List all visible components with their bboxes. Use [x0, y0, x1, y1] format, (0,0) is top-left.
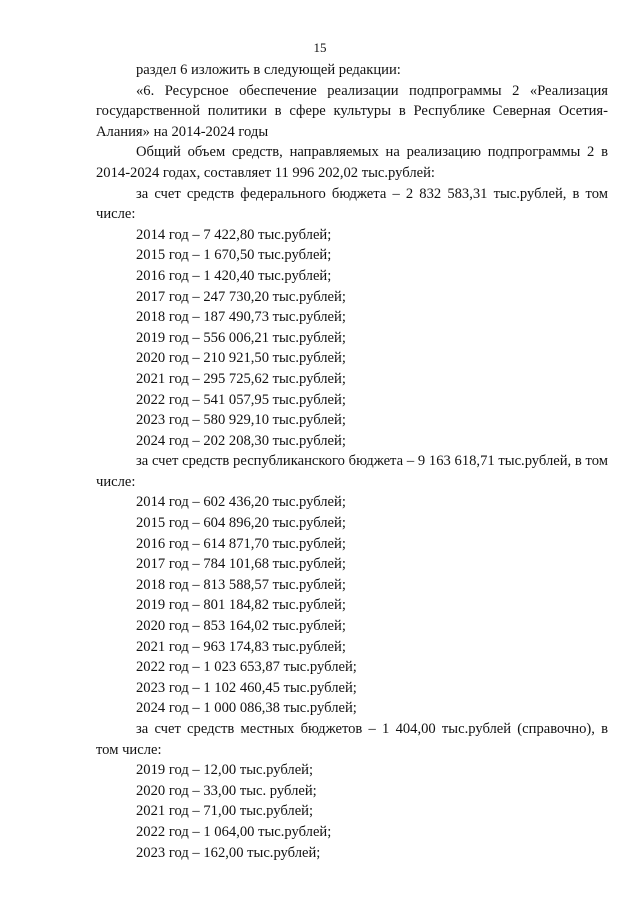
federal-year-item: 2019 год – 556 006,21 тыс.рублей;	[136, 329, 346, 346]
document-body	[96, 60, 608, 863]
local-year-item: 2019 год – 12,00 тыс.рублей;	[136, 762, 314, 779]
republic-year-item: 2016 год – 614 871,70 тыс.рублей;	[136, 535, 346, 552]
federal-year-item: 2015 год – 1 670,50 тыс.рублей;	[136, 247, 332, 264]
local-year-item: 2022 год – 1 064,00 тыс.рублей;	[136, 823, 332, 840]
local-year-item: 2021 год – 71,00 тыс.рублей;	[136, 803, 314, 820]
republic-year-item: 2022 год – 1 023 653,87 тыс.рублей;	[136, 659, 357, 676]
republic-year-item: 2020 год – 853 164,02 тыс.рублей;	[136, 618, 346, 635]
republic-budget-paragraph: за счет средств республиканского бюджета – 9 163 618,71 тыс.рублей, в том числе:	[96, 453, 608, 490]
total-funding-paragraph: Общий объем средств, направляемых на реализацию подпрограммы 2 в 2014-2024 годах, составляет 11 996 202,02 тыс.рублей:	[96, 144, 608, 181]
republic-year-item: 2017 год – 784 101,68 тыс.рублей;	[136, 556, 346, 573]
federal-budget-paragraph: за счет средств федерального бюджета – 2 832 583,31 тыс.рублей, в том числе:	[96, 185, 608, 223]
republic-budget-list	[96, 492, 608, 719]
page-number: 15	[313, 40, 327, 55]
federal-year-item: 2021 год – 295 725,62 тыс.рублей;	[136, 370, 346, 387]
federal-year-item: 2022 год – 541 057,95 тыс.рублей;	[136, 391, 346, 408]
federal-year-item: 2017 год – 247 730,20 тыс.рублей;	[136, 288, 346, 305]
republic-year-item: 2014 год – 602 436,20 тыс.рублей;	[136, 494, 346, 511]
federal-year-item: 2020 год – 210 921,50 тыс.рублей;	[136, 350, 346, 367]
federal-year-item: 2014 год – 7 422,80 тыс.рублей;	[136, 226, 332, 243]
federal-budget-list	[96, 225, 608, 452]
local-budget-paragraph: за счет средств местных бюджетов – 1 404,00 тыс.рублей (справочно), в том числе:	[96, 721, 608, 758]
republic-year-item: 2018 год – 813 588,57 тыс.рублей;	[136, 576, 346, 593]
federal-year-item: 2018 год – 187 490,73 тыс.рублей;	[136, 309, 346, 326]
federal-year-item: 2016 год – 1 420,40 тыс.рублей;	[136, 267, 332, 284]
intro-line: раздел 6 изложить в следующей редакции:	[136, 62, 401, 78]
section-heading: «6. Ресурсное обеспечение реализации подпрограммы 2 «Реализация государственной политики в сфере культуры в Республике Северная Осетия-Алания» на 2014-2024 годы	[96, 82, 608, 140]
federal-year-item: 2023 год – 580 929,10 тыс.рублей;	[136, 412, 346, 429]
republic-year-item: 2019 год – 801 184,82 тыс.рублей;	[136, 597, 346, 614]
local-budget-list	[96, 760, 608, 863]
republic-year-item: 2021 год – 963 174,83 тыс.рублей;	[136, 638, 346, 655]
local-year-item: 2020 год – 33,00 тыс. рублей;	[136, 782, 317, 799]
local-year-item: 2023 год – 162,00 тыс.рублей;	[136, 844, 321, 861]
republic-year-item: 2015 год – 604 896,20 тыс.рублей;	[136, 515, 346, 532]
republic-year-item: 2024 год – 1 000 086,38 тыс.рублей;	[136, 700, 357, 717]
republic-year-item: 2023 год – 1 102 460,45 тыс.рублей;	[136, 679, 357, 696]
federal-year-item: 2024 год – 202 208,30 тыс.рублей;	[136, 432, 346, 449]
